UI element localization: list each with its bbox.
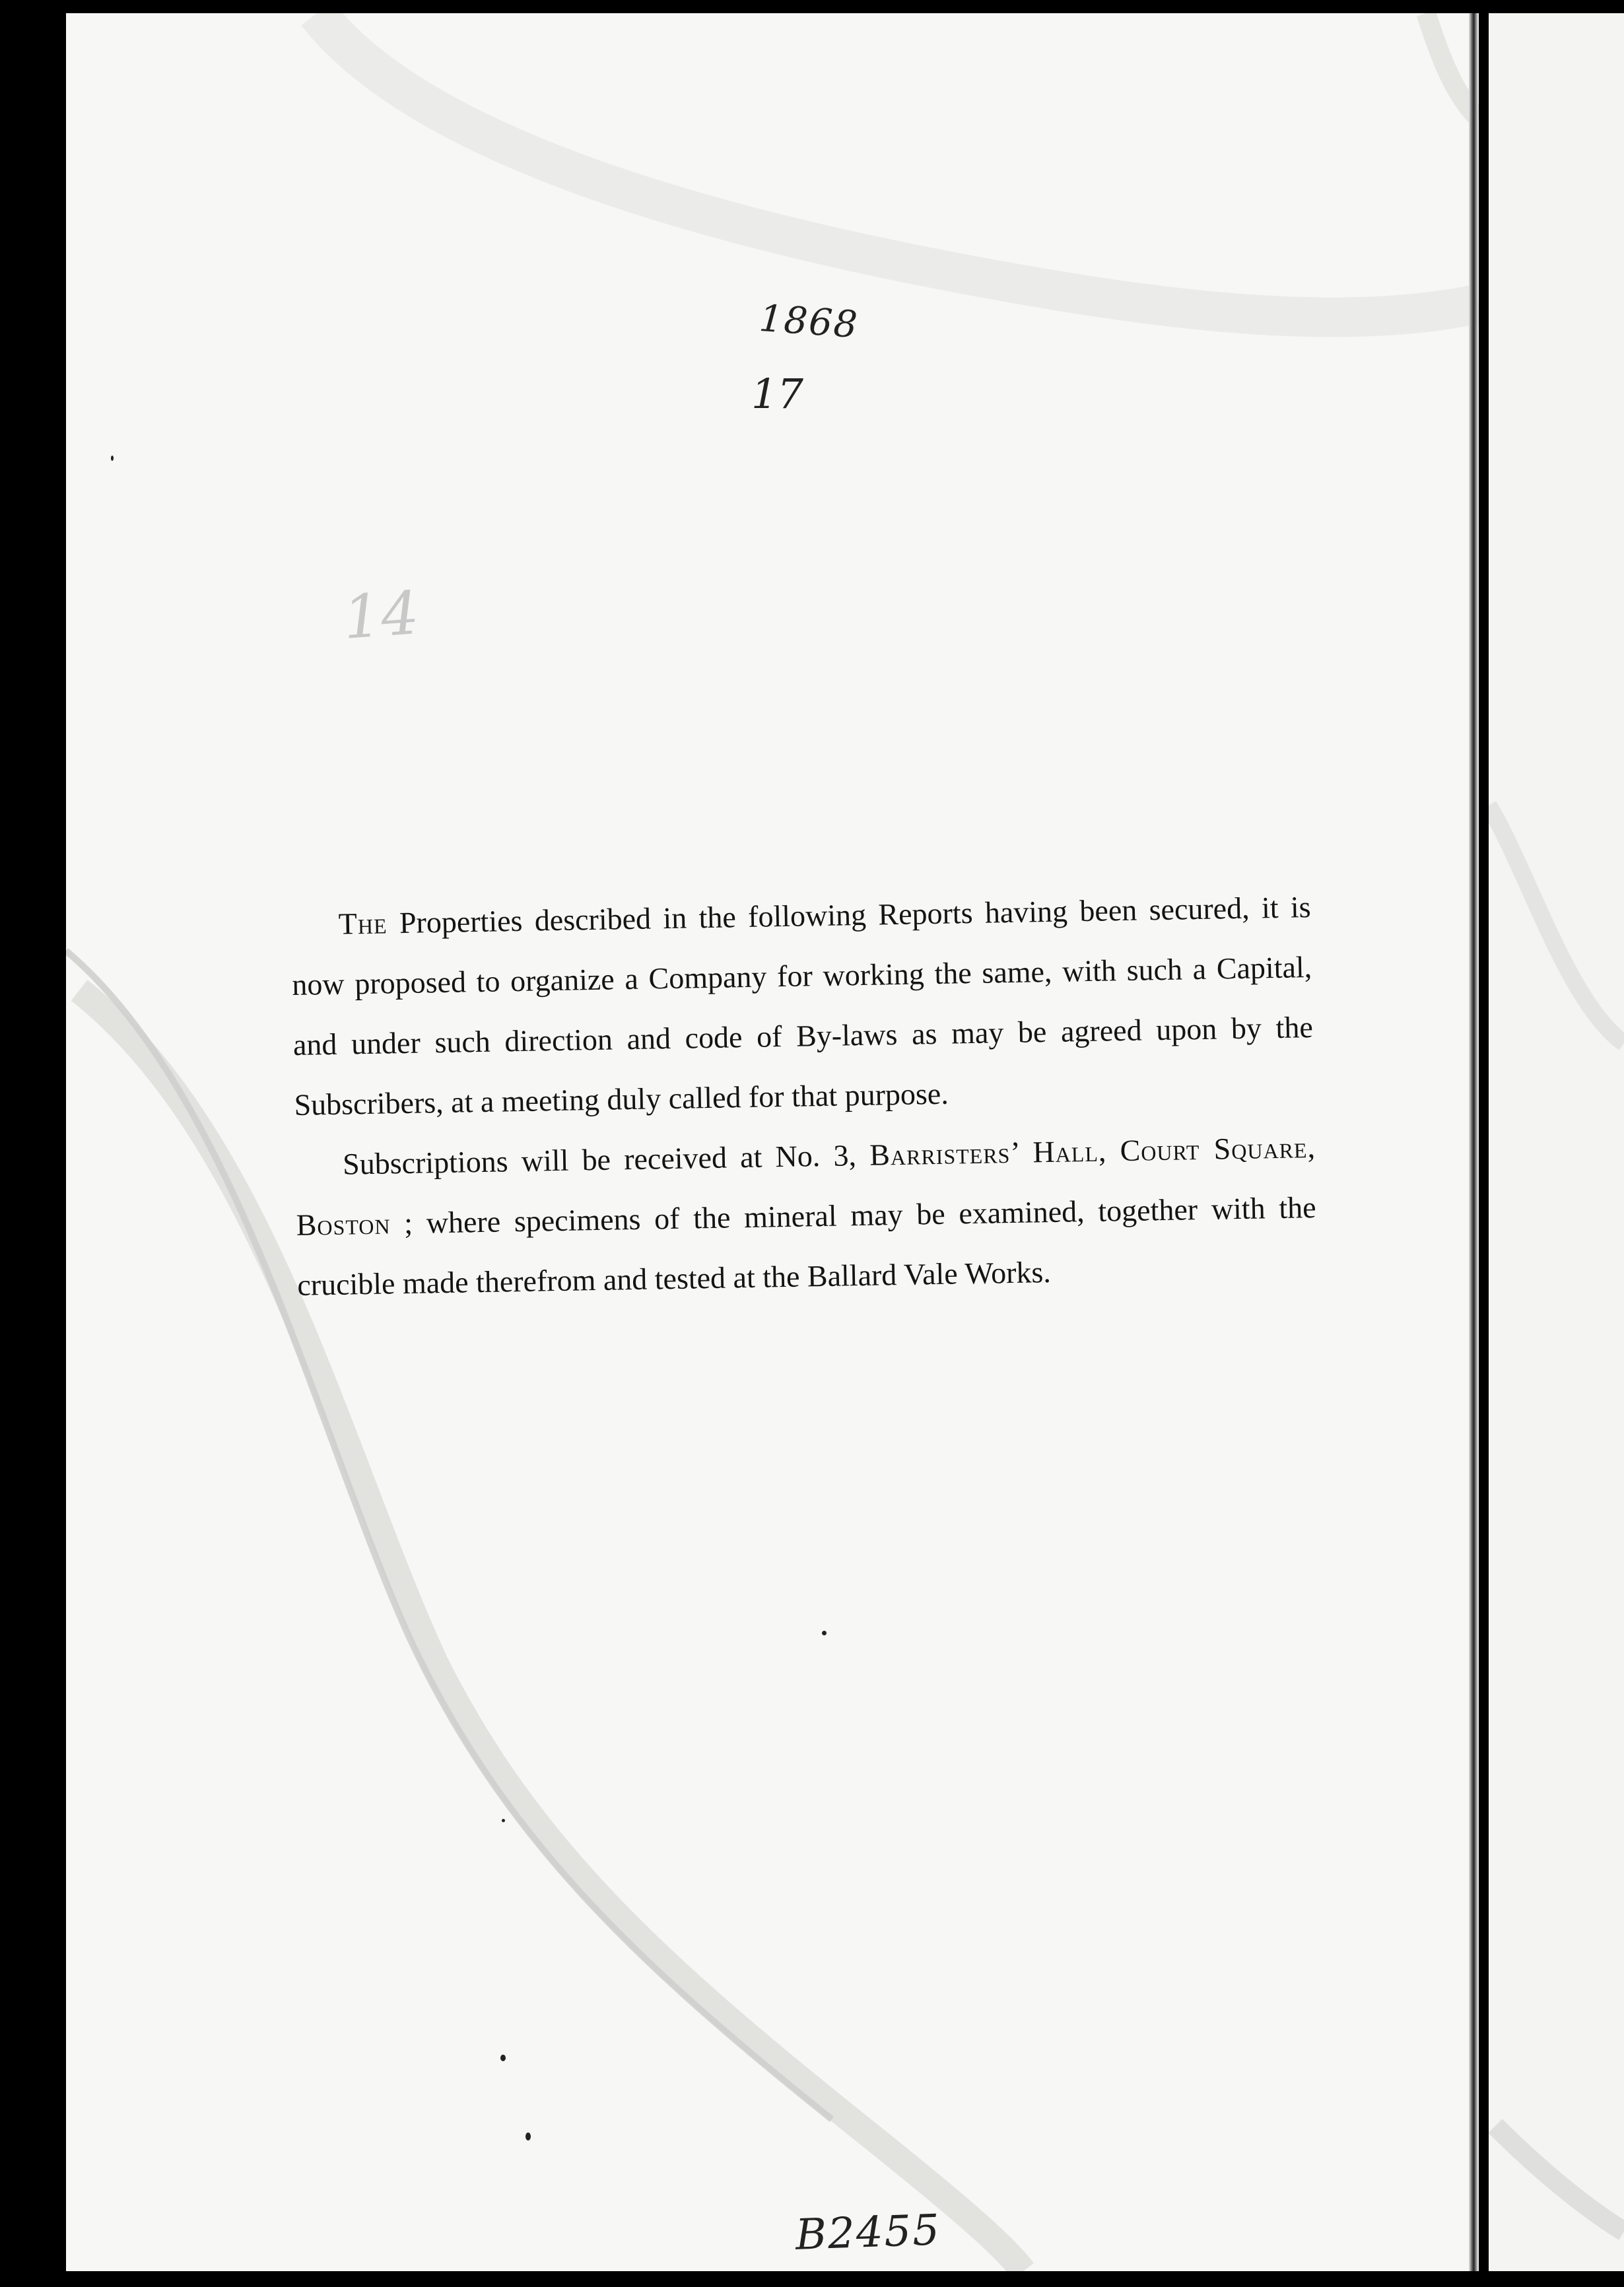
speck	[822, 1631, 827, 1635]
speck	[525, 2133, 531, 2140]
right-page-edge	[1489, 13, 1624, 2271]
lead-word: The	[338, 906, 388, 941]
city-name: Boston	[296, 1206, 391, 1242]
handwritten-year: 1868	[757, 296, 860, 347]
square-name: Court Square	[1120, 1130, 1308, 1168]
paragraph-body: Properties described in the following Reports having been secured, it is now proposed to organize a Company for working the same, with such a Capital, and under such direction and code of By-laws as may be agreed upon by the Subscribers, at a meeting duly called for that purpose.	[291, 890, 1314, 1122]
paragraph-properties	[290, 877, 1314, 1135]
handwritten-shelfmark: B2455	[794, 2206, 942, 2260]
speck	[500, 2055, 506, 2061]
handwritten-number: 17	[751, 370, 803, 418]
water-stain	[1489, 13, 1624, 2271]
separator: ,	[1306, 1130, 1316, 1165]
separator	[1106, 1134, 1120, 1167]
speck	[502, 1819, 505, 1822]
hall-name: Barristers’ Hall,	[869, 1134, 1107, 1172]
speck	[111, 456, 114, 461]
paragraph-subscriptions	[294, 1117, 1318, 1315]
page-gutter	[1469, 13, 1478, 2271]
paragraph-rest: ; where specimens of the mineral may be examined, together with the crucible made therefrom and tested at the Ballard Vale Works.	[296, 1190, 1316, 1302]
notice-text	[290, 877, 1318, 1315]
faint-pencil-number: 14	[341, 578, 422, 653]
paragraph-intro: Subscriptions will be received at No. 3,	[342, 1138, 870, 1181]
